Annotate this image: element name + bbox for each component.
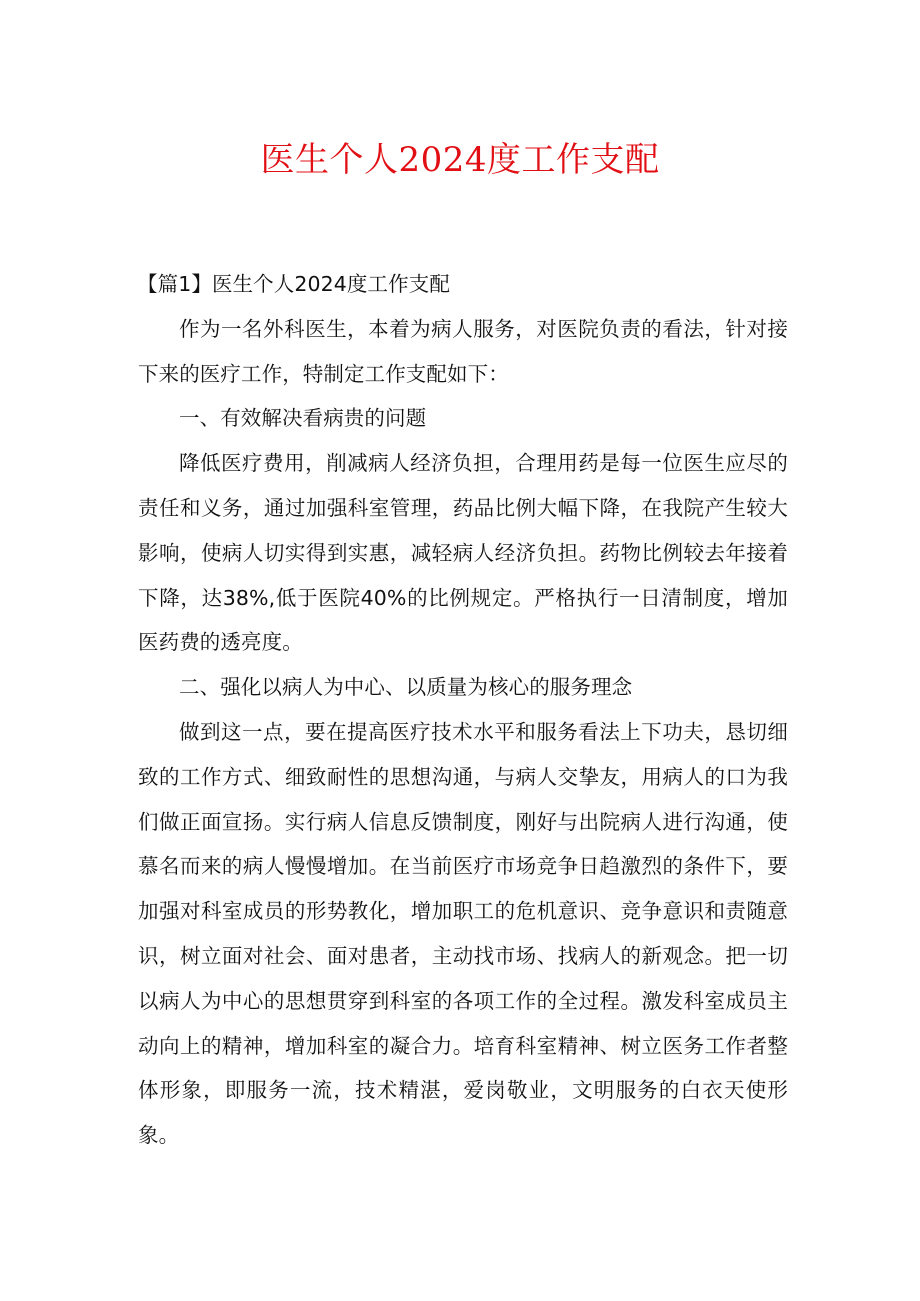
heading-one: 一、有效解决看病贵的问题 [179, 406, 427, 431]
paragraph-service-concept: 做到这一点，要在提高医疗技术水平和服务看法上下功夫，恳切细致的工作方式、细致耐性的思想沟通，与病人交挚友，用病人的口为我们做正面宣扬。实行病人信息反馈制度，刚好与出院病人进行沟通，使慕名而来的病人慢慢增加。在当前医疗市场竞争日趋激烈的条件下，要加强对科室成员的形势教化，增加职工的危机意识、竞争意识和责随意识，树立面对社会、面对患者，主动找市场、找病人的新观念。把一切以病人为中心的思想贯穿到科室的各项工作的全过程。激发科室成员主动向上的精神，增加科室的凝合力。培育科室精神、树立医务工作者整体形象，即服务一流，技术精湛，爱岗敬业，文明服务的白衣天使形象。 [138, 719, 788, 1148]
paragraph-cost-reduction: 降低医疗费用，削减病人经济负担，合理用药是每一位医生应尽的责任和义务，通过加强科室管理，药品比例大幅下降，在我院产生较大影响，使病人切实得到实惠，减轻病人经济负担。药物比例较去年接着下降，达38%,低于医院40%的比例规定。严格执行一日清制度，增加医药费的透亮度。 [138, 451, 788, 655]
heading-two: 二、强化以病人为中心、以质量为核心的服务理念 [179, 675, 633, 700]
section-subtitle: 【篇1】医生个人2024度工作支配 [137, 272, 450, 296]
document-title: 医生个人2024度工作支配 [260, 140, 660, 180]
paragraph-intro: 作为一名外科医生，本着为病人服务，对医院负责的看法，针对接下来的医疗工作，特制定工作支配如下： [138, 316, 788, 386]
document-body [138, 262, 788, 1158]
